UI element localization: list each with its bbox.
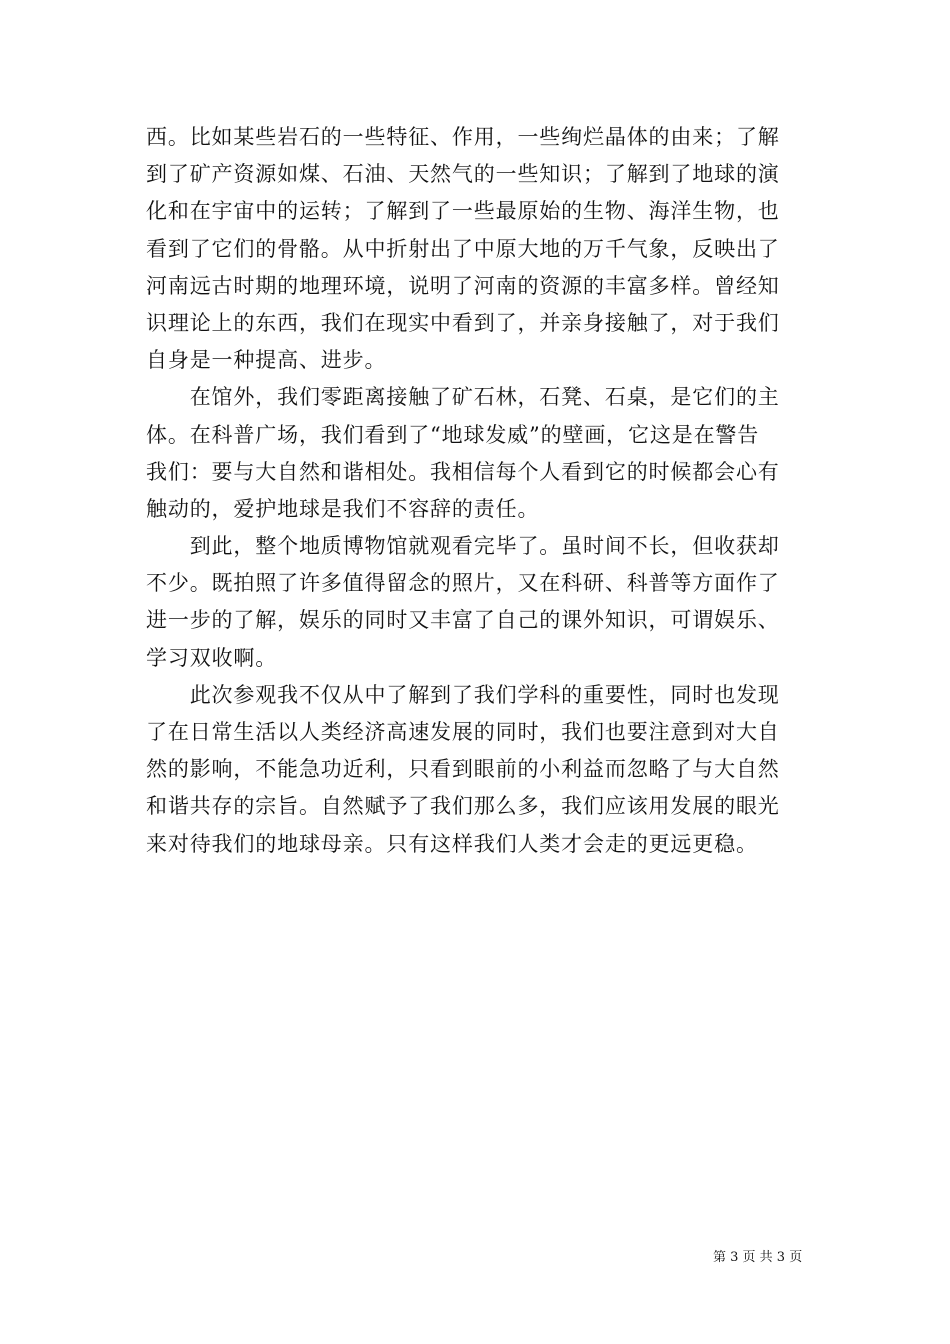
- text-line: 学习双收啊。: [146, 645, 278, 670]
- text-line: 西。比如某些岩石的一些特征、作用，一些绚烂晶体的由来；了解: [146, 125, 780, 149]
- page-number-footer: 第 3 页 共 3 页: [713, 1250, 803, 1265]
- text-line: 不少。既拍照了许多值得留念的照片，又在科研、科普等方面作了: [146, 571, 780, 596]
- text-line: 触动的，爱护地球是我们不容辞的责任。: [146, 496, 540, 521]
- text-line: 在馆外，我们零距离接触了矿石林，石凳、石桌，是它们的主: [146, 385, 780, 410]
- text-line: 识理论上的东西，我们在现实中看到了，并亲身接触了，对于我们: [146, 310, 780, 335]
- text-line: 我们：要与大自然和谐相处。我相信每个人看到它的时候都会心有: [146, 459, 780, 484]
- body-text: [146, 119, 808, 863]
- text-line: 进一步的了解，娱乐的同时又丰富了自己的课外知识，可谓娱乐、: [146, 608, 780, 633]
- text-line: 化和在宇宙中的运转；了解到了一些最原始的生物、海洋生物，也: [146, 199, 780, 224]
- text-line: 自身是一种提高、进步。: [146, 348, 387, 373]
- text-line: 体。在科普广场，我们看到了“地球发威”的壁画，它这是在警告: [146, 422, 760, 447]
- text-line: 此次参观我不仅从中了解到了我们学科的重要性，同时也发现: [146, 682, 780, 707]
- text-line: 然的影响，不能急功近利，只看到眼前的小利益而忽略了与大自然: [146, 757, 780, 782]
- text-line: 看到了它们的骨骼。从中折射出了中原大地的万千气象，反映出了: [146, 236, 780, 261]
- text-line: 来对待我们的地球母亲。只有这样我们人类才会走的更远更稳。: [146, 831, 758, 856]
- text-line: 了在日常生活以人类经济高速发展的同时，我们也要注意到对大自: [146, 720, 780, 744]
- text-line: 和谐共存的宗旨。自然赋予了我们那么多，我们应该用发展的眼光: [146, 794, 780, 819]
- text-line: 河南远古时期的地理环境，说明了河南的资源的丰富多样。曾经知: [146, 273, 780, 298]
- text-line: 到此，整个地质博物馆就观看完毕了。虽时间不长，但收获却: [146, 534, 780, 559]
- text-line: 到了矿产资源如煤、石油、天然气的一些知识；了解到了地球的演: [146, 162, 780, 187]
